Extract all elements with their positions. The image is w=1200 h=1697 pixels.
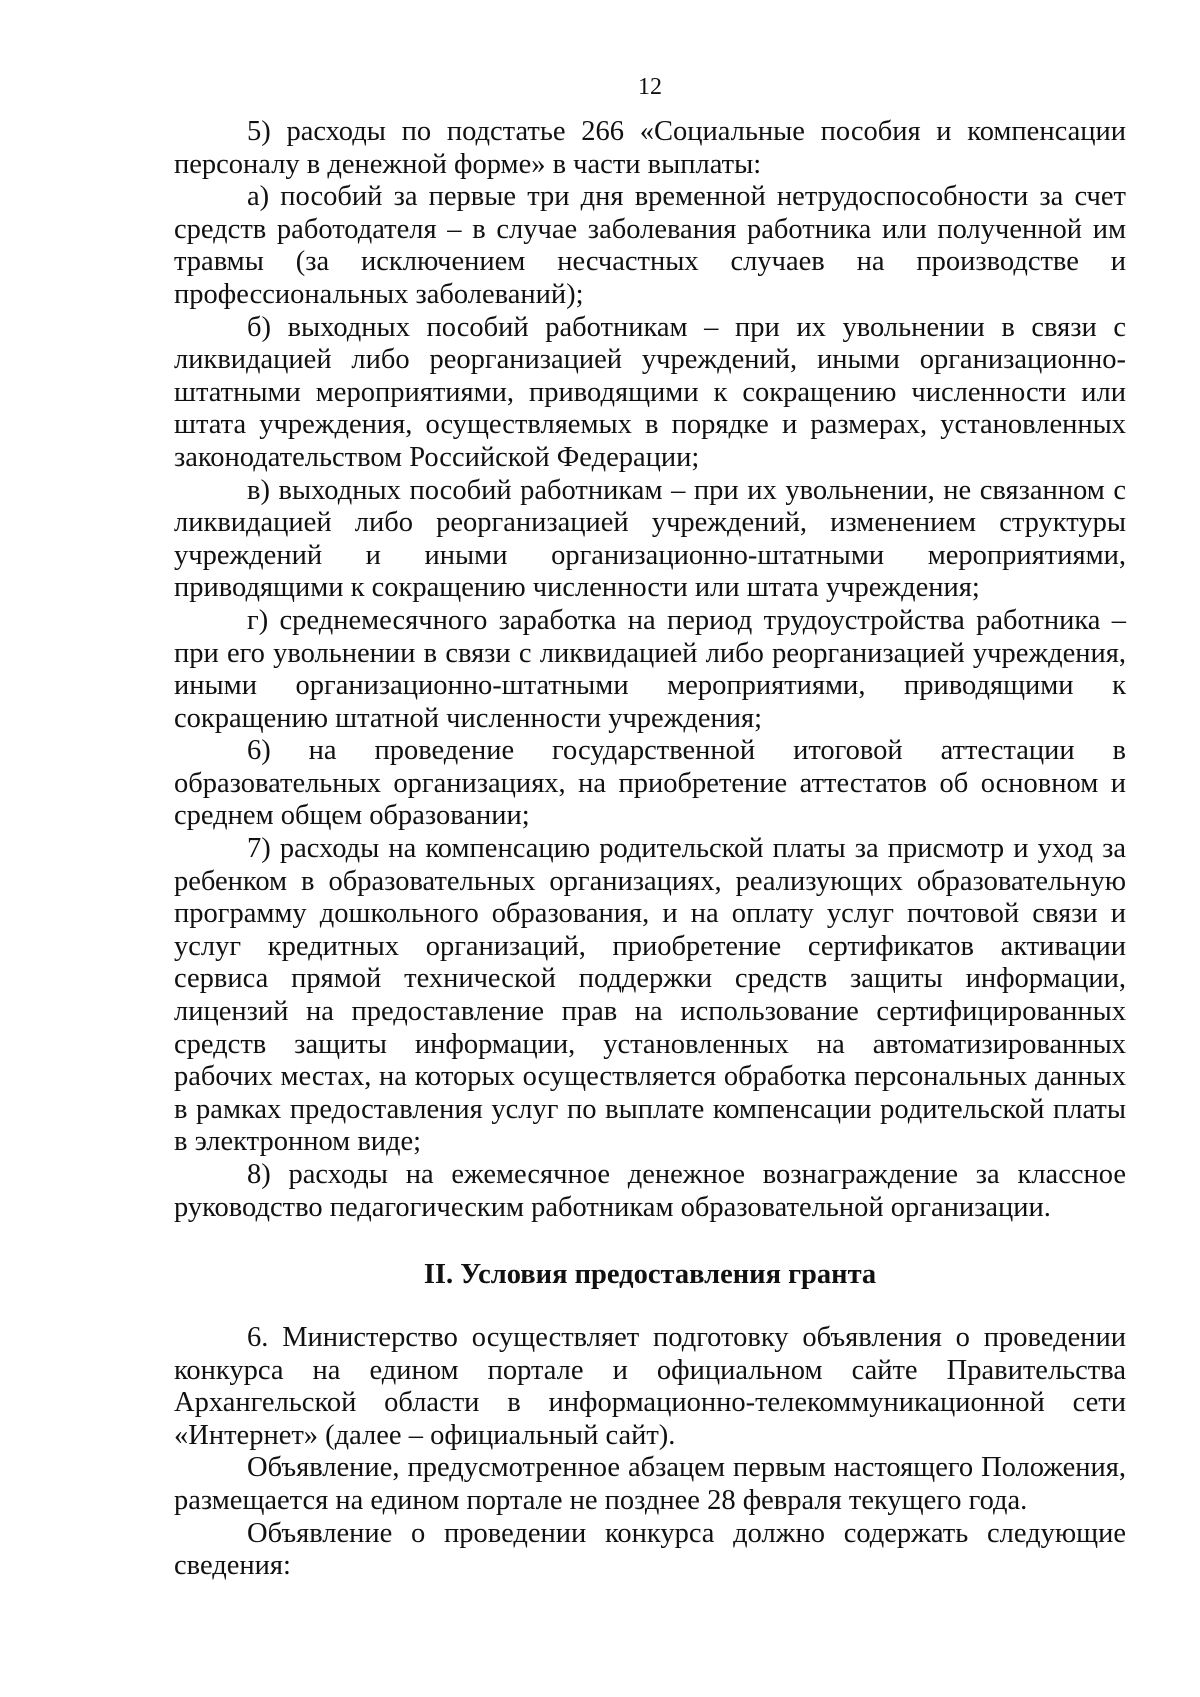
paragraph-clause-6: 6. Министерство осуществляет подготовку объявления о проведении конкурса на едином портале и официальном сайте Правительства Архангельской области в информационно-телекоммуникационной сети «Интернет» (далее – официальный сайт). [174,1322,1126,1451]
paragraph-item-7: 7) расходы на компенсацию родительской платы за присмотр и уход за ребенком в образовательных организациях, реализующих образовательную программу дошкольного образования, и на оплату услуг почтовой связи и услуг кредитных организаций, приобретение сертификатов активации сервиса прямой технической поддержки средств защиты информации, лицензий на предоставление прав на использование сертифицированных средств защиты информации, установленных на автоматизированных рабочих местах, на которых осуществляется обработка персональных данных в рамках предоставления услуг по выплате компенсации родительской платы в электронном виде; [174,833,1126,1158]
paragraph-item-5: 5) расходы по подстатье 266 «Социальные пособия и компенсации персоналу в денежной форме» в части выплаты: [174,116,1126,180]
paragraph-sub-a: а) пособий за первые три дня временной нетрудоспособности за счет средств работодателя – в случае заболевания работника или полученной им травмы (за исключением несчастных случаев на производстве и профессиональных заболеваний); [174,181,1126,310]
paragraph-sub-g: г) среднемесячного заработка на период трудоустройства работника – при его увольнении в связи с ликвидацией либо реорганизацией учреждения, иными организационно-штатными мероприятиями, приводящими к сокращению штатной численности учреждения; [174,604,1126,734]
section-heading: II. Условия предоставления гранта [423,1259,877,1290]
page-number: 12 [638,74,662,100]
paragraph-item-8: 8) расходы на ежемесячное денежное вознаграждение за классное руководство педагогическим работникам образовательной организации. [174,1159,1126,1223]
paragraph-announcement-deadline: Объявление, предусмотренное абзацем первым настоящего Положения, размещается на едином портале не позднее 28 февраля текущего года. [174,1452,1126,1516]
paragraph-sub-v: в) выходных пособий работникам – при их увольнении, не связанном с ликвидацией либо реорганизацией учреждений, изменением структуры учреждений и иными организационно-штатными мероприятиями, приводящими к сокращению численности или штата учреждения; [174,474,1126,604]
paragraph-announcement-contents: Объявление о проведении конкурса должно содержать следующие сведения: [174,1517,1126,1582]
section-body-text [174,1322,1126,1583]
body-text [174,116,1126,1224]
paragraph-sub-b: б) выходных пособий работникам – при их увольнении в связи с ликвидацией либо реорганизацией учреждений, иными организационно-штатными мероприятиями, приводящими к сокращению численности или штата учреждения, осуществляемых в порядке и размерах, установленных законодательством Российской Федерации; [174,311,1126,473]
paragraph-item-6: 6) на проведение государственной итоговой аттестации в образовательных организациях, на приобретение аттестатов об основном и среднем общем образовании; [174,735,1126,832]
